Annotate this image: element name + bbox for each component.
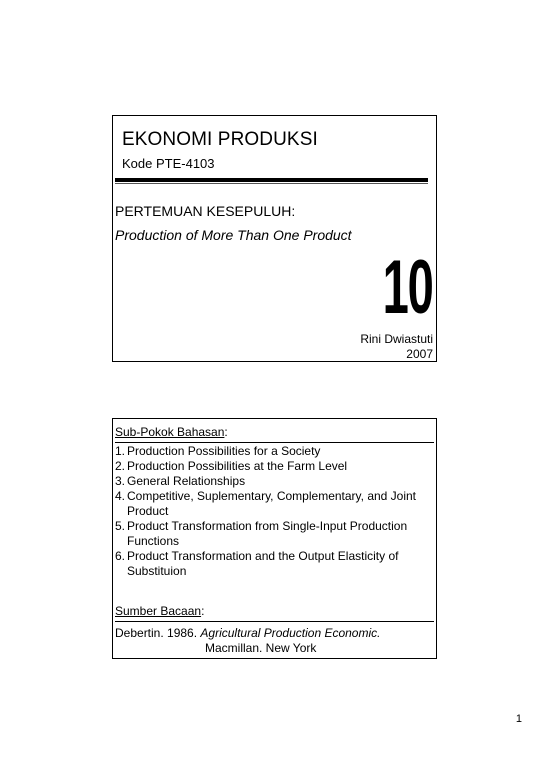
meeting-number: 10: [383, 245, 433, 330]
year: 2007: [406, 347, 433, 361]
course-code: Kode PTE-4103: [122, 156, 215, 171]
title-slide: [112, 115, 437, 362]
list-item: 5. Product Transformation from Single-Input Production Functions: [115, 519, 408, 548]
list-item: 6. Product Transformation and the Output Elasticity of Substituion: [115, 549, 399, 578]
list-item: 2. Production Possibilities at the Farm Level: [115, 459, 348, 473]
course-title: EKONOMI PRODUKSI: [122, 129, 318, 150]
meeting-subtitle: Production of More Than One Product: [115, 227, 352, 243]
source-divider: [115, 621, 434, 622]
topics-list: [115, 444, 433, 579]
reference-publisher: Macmillan. New York: [205, 641, 317, 655]
topics-slide: [112, 418, 437, 659]
topics-divider: [115, 442, 434, 443]
meeting-heading: PERTEMUAN KESEPULUH:: [115, 203, 296, 219]
page-number: 1: [515, 713, 522, 725]
title-divider-shadow: [115, 183, 428, 184]
reference-line: Debertin. 1986. Agricultural Production Economic.: [115, 626, 381, 640]
source-heading: Sumber Bacaan:: [115, 604, 205, 618]
title-divider: [115, 178, 428, 182]
list-item: 3. General Relationships: [115, 474, 246, 488]
topics-heading: Sub-Pokok Bahasan:: [115, 425, 228, 439]
author-name: Rini Dwiastuti: [360, 332, 433, 346]
list-item: 1. Production Possibilities for a Society: [115, 444, 321, 458]
list-item: 4. Competitive, Suplementary, Complementary, and Joint Product: [115, 489, 417, 518]
